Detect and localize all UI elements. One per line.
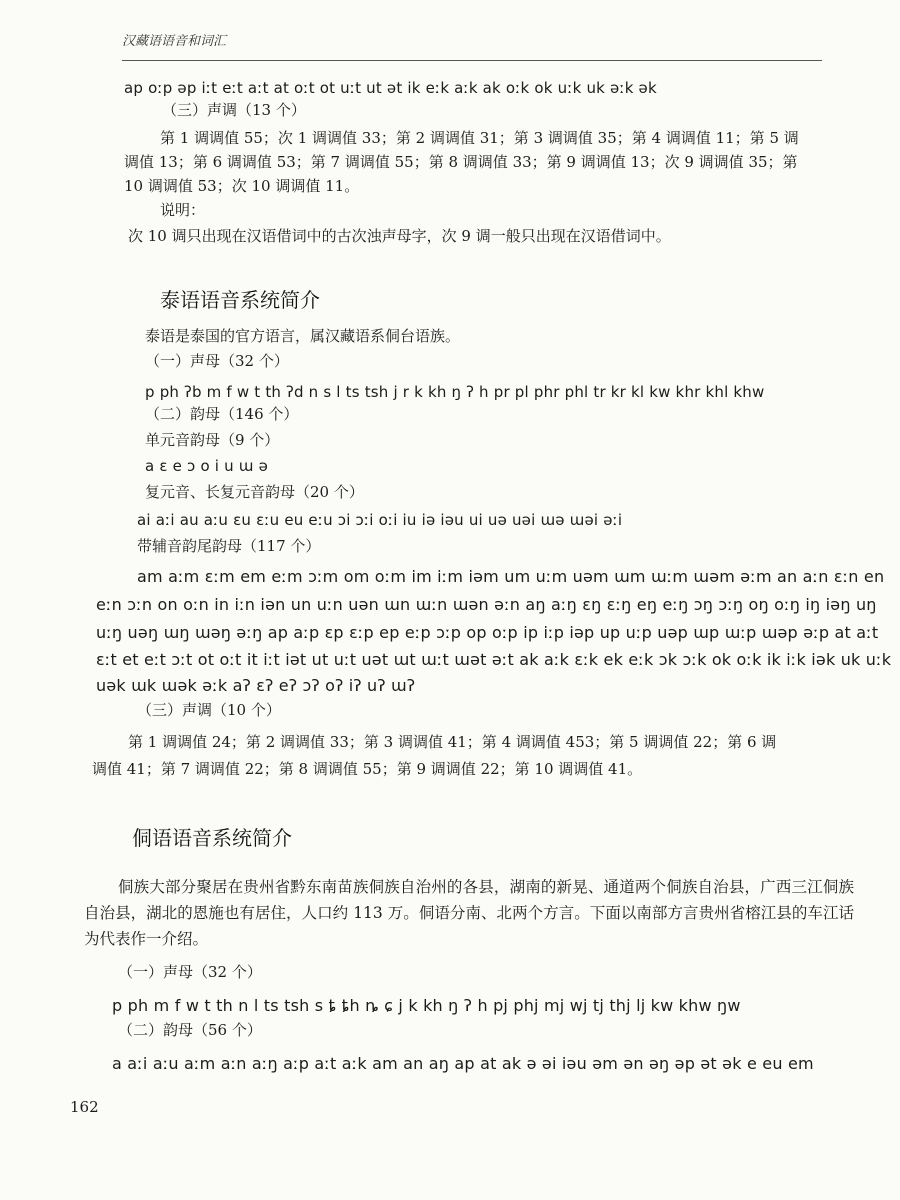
page-number: 162 bbox=[70, 1098, 99, 1116]
prev-tones-line: 第 1 调调值 55；次 1 调调值 33；第 2 调调值 31；第 3 调调值 35；第 4 调调值 11；第 5 调 bbox=[160, 129, 799, 147]
dong-initials-heading: （一）声母（32 个） bbox=[118, 963, 262, 981]
thai-tones-line: 调值 41；第 7 调调值 22；第 8 调调值 55；第 9 调调值 22；第 10 调调值 41。 bbox=[92, 760, 643, 778]
thai-initials-heading: （一）声母（32 个） bbox=[145, 352, 289, 370]
dong-finals-line: a aːi aːu aːm aːn aːŋ aːp aːt aːk am an aŋ ap at ak ə əi iəu əm ən əŋ əp ət ək e eu em bbox=[112, 1054, 814, 1073]
note-label: 说明： bbox=[160, 201, 206, 219]
prev-tones-line: 调值 13；第 6 调调值 53；第 7 调调值 55；第 8 调调值 33；第 9 调调值 13；次 9 调调值 35；第 bbox=[124, 153, 798, 171]
thai-finals-heading: （二）韵母（146 个） bbox=[145, 405, 299, 423]
thai-initials: p ph ʔb m f w t th ʔd n s l ts tsh j r k kh ŋ ʔ h pr pl phr phl tr kr kl kw khr khl khw bbox=[145, 383, 765, 401]
thai-coda-line: uːŋ uəŋ ɯŋ ɯəŋ əːŋ ap aːp ɛp ɛːp ep eːp ɔːp op oːp ip iːp iəp up uːp uəp ɯp ɯːp ɯəp əːp at aːt bbox=[96, 623, 879, 642]
section-title-thai: 泰语语音系统简介 bbox=[160, 288, 320, 312]
section-title-dong: 侗语语音系统简介 bbox=[132, 826, 292, 850]
thai-tones-heading: （三）声调（10 个） bbox=[137, 701, 281, 719]
running-head: 汉藏语语音和词汇 bbox=[122, 34, 227, 49]
prev-finals-tail: ap oːp əp iːt eːt aːt at oːt ot uːt ut ət ik eːk aːk ak oːk ok uːk uk əːk ək bbox=[124, 79, 657, 97]
prev-tones-heading: （三）声调（13 个） bbox=[162, 101, 306, 119]
note-text: 次 10 调只出现在汉语借词中的古次浊声母字，次 9 调一般只出现在汉语借词中。 bbox=[128, 227, 671, 245]
thai-coda-line: ɛːt et eːt ɔːt ot oːt it iːt iət ut uːt uət ɯt ɯːt ɯət əːt ak aːk ɛːk ek eːk ɔk ɔːk ok oːk ik iːk iək uk uːk bbox=[96, 650, 892, 669]
thai-mono-heading: 单元音韵母（9 个） bbox=[145, 431, 280, 449]
thai-coda-heading: 带辅音韵尾韵母（117 个） bbox=[137, 537, 321, 555]
dong-finals-heading: （二）韵母（56 个） bbox=[118, 1021, 262, 1039]
thai-complex-finals: ai aːi au aːu ɛu ɛːu eu eːu ɔi ɔːi oːi iu iə iəu ui uə uəi ɯə ɯəi əːi bbox=[137, 511, 623, 529]
thai-complex-heading: 复元音、长复元音韵母（20 个） bbox=[145, 483, 364, 501]
dong-initials: p ph m f w t th n l ts tsh s ȶ ȶh ȵ ɕ j k kh ŋ ʔ h pj phj mj wj tj thj lj kw khw ŋw bbox=[112, 996, 741, 1015]
dong-intro: 侗族大部分聚居在贵州省黔东南苗族侗族自治州的各县，湖南的新晃、通道两个侗族自治县，广西三江侗族自治县，湖北的恩施也有居住，人口约 113 万。侗语分南、北两个方言。下面以南部方言贵州省榕江县的车江话为代表作一介绍。 bbox=[84, 878, 854, 948]
thai-mono-finals: a ɛ e ɔ o i u ɯ ə bbox=[145, 457, 269, 475]
thai-coda-line: uək ɯk ɯək əːk aʔ ɛʔ eʔ ɔʔ oʔ iʔ uʔ ɯʔ bbox=[96, 676, 416, 695]
thai-coda-line: eːn ɔːn on oːn in iːn iən un uːn uən ɯn ɯːn ɯən əːn aŋ aːŋ ɛŋ ɛːŋ eŋ eːŋ ɔŋ ɔːŋ oŋ oːŋ iŋ iəŋ uŋ bbox=[96, 595, 877, 614]
thai-coda-line: am aːm ɛːm em eːm ɔːm om oːm im iːm iəm um uːm uəm ɯm ɯːm ɯəm əːm an aːn ɛːn en bbox=[137, 567, 885, 586]
prev-tones-line: 10 调调值 53；次 10 调调值 11。 bbox=[124, 177, 360, 195]
thai-intro: 泰语是泰国的官方语言，属汉藏语系侗台语族。 bbox=[145, 327, 461, 345]
thai-tones-line: 第 1 调调值 24；第 2 调调值 33；第 3 调调值 41；第 4 调调值 453；第 5 调调值 22；第 6 调 bbox=[128, 733, 777, 751]
header-rule bbox=[122, 60, 822, 61]
